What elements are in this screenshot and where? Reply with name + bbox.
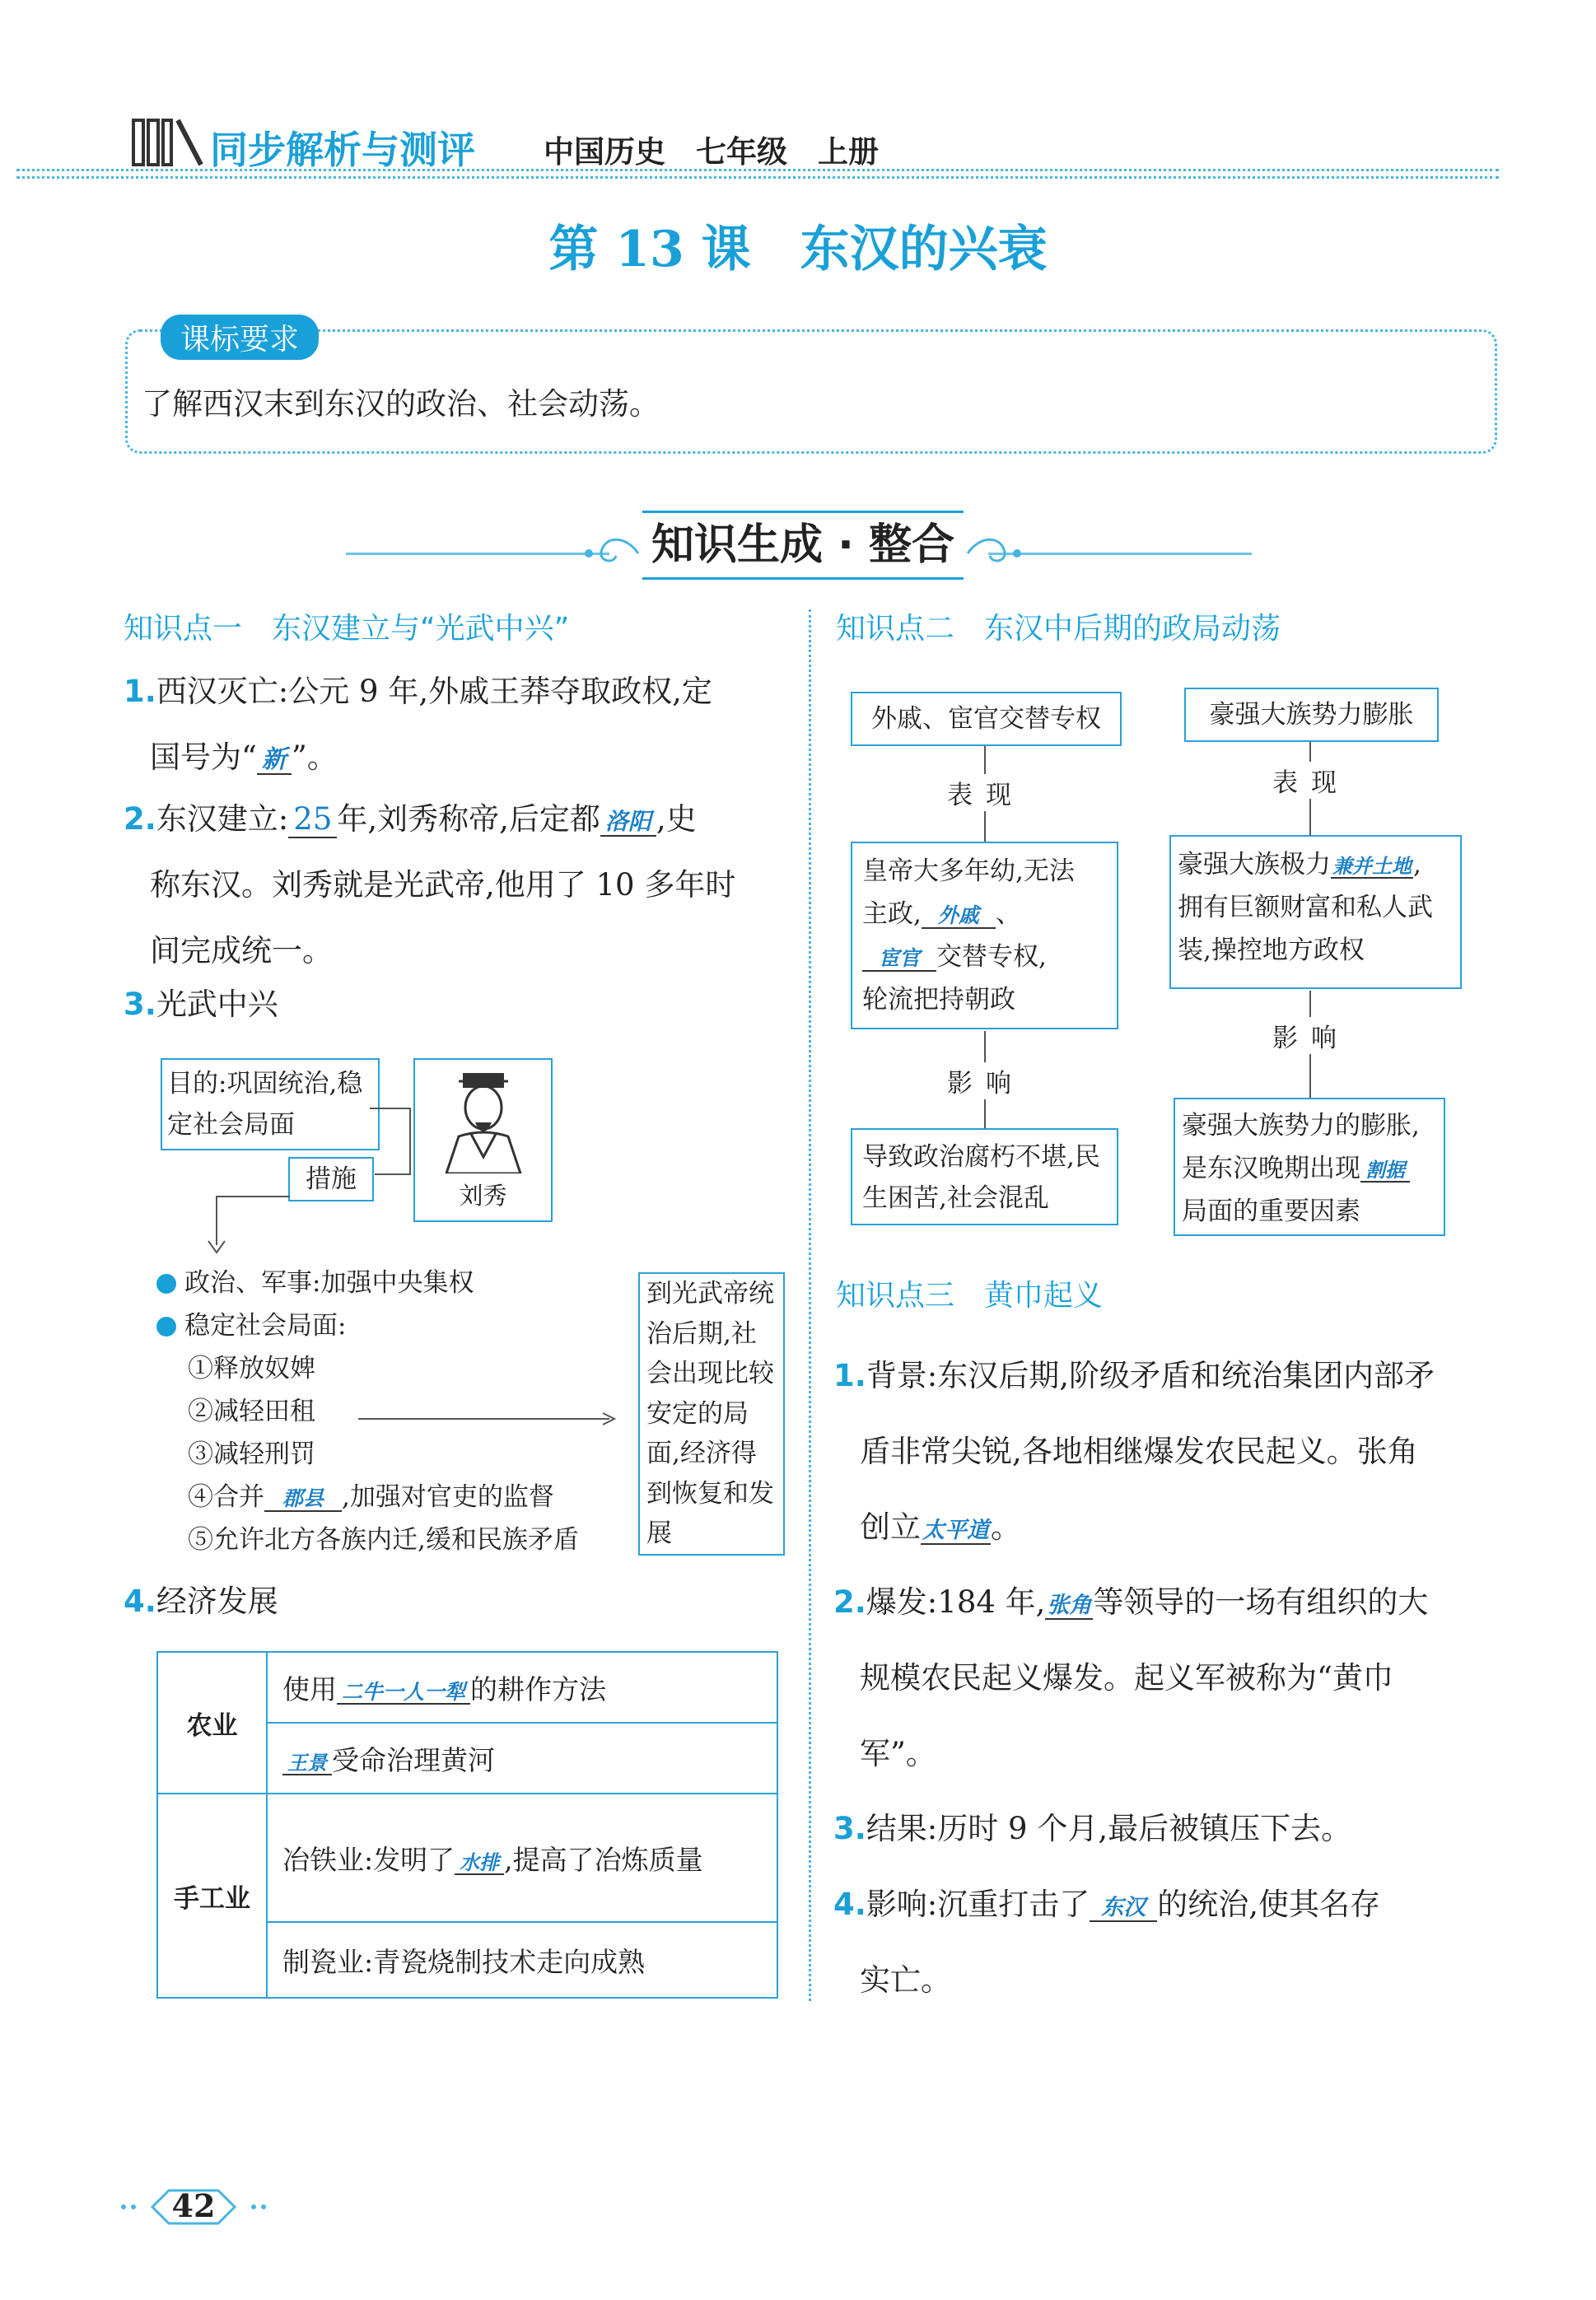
measure-item: ①释放奴婢 <box>188 1354 315 1383</box>
politics-text: 政治、军事:加强中央集权 <box>184 1268 474 1298</box>
header-dotted-rule <box>16 169 1499 171</box>
banner-line-left <box>346 553 609 555</box>
measure-item: ③减轻刑罚 <box>188 1439 315 1469</box>
kp3-item1 <box>833 1338 1509 1565</box>
item-number: 3. <box>833 1811 866 1846</box>
page-number: 42 <box>171 2187 216 2224</box>
item-text: 影响:沉重打击了 <box>866 1887 1090 1922</box>
answer-fill: 太平道 <box>922 1518 989 1543</box>
kp2-left-result: 导致政治腐朽不堪,民生困苦,社会混乱 <box>851 1128 1118 1225</box>
econ-text: 受命治理黄河 <box>332 1743 495 1776</box>
answer-fill: 水排 <box>455 1852 504 1875</box>
connector <box>370 1108 411 1109</box>
answer-fill: 外戚 <box>922 904 996 929</box>
item-number: 1. <box>124 674 156 709</box>
kp1-item1 <box>124 659 799 791</box>
scroll-ornament-right-icon <box>964 527 1029 576</box>
measure-item: ,加强对官吏的监督 <box>342 1482 554 1512</box>
stabilize-text: 稳定社会局面: <box>184 1311 347 1341</box>
item-text: 创立 <box>860 1509 921 1545</box>
kp2-right-title: 豪强大族势力膨胀 <box>1184 688 1439 742</box>
box-text: 豪强大族极力 <box>1178 850 1331 879</box>
kp2-right-label1: 表现 <box>1272 762 1350 799</box>
kp2-right-result <box>1174 1098 1445 1236</box>
kp2-left-title: 外戚、宦官交替专权 <box>851 692 1122 746</box>
arrow-right-icon <box>601 1411 616 1426</box>
bullet-dot-icon <box>156 1317 176 1337</box>
item-text: 称东汉。刘秀就是光武帝,他用了 10 多年时 <box>150 867 736 903</box>
item-text: 西汉灭亡:公元 9 年,外戚王莽夺取政权,定 <box>156 674 712 709</box>
item-number: 4. <box>833 1887 866 1922</box>
econ-text: 冶铁业:发明了 <box>282 1843 455 1876</box>
item-text: 经济发展 <box>156 1584 278 1619</box>
kp3-item4 <box>833 1867 1509 2018</box>
connector <box>216 1196 217 1245</box>
answer-fill: 郡县 <box>264 1487 342 1512</box>
measures-label: 措施 <box>288 1157 374 1201</box>
item-text: 盾非常尖锐,各地相继爆发农民起义。张角 <box>860 1434 1418 1469</box>
answer-fill: 宦官 <box>862 947 936 972</box>
kp1-item2 <box>124 786 799 984</box>
economy-table <box>156 1651 778 1999</box>
kp2-left-label2: 影响 <box>947 1062 1024 1099</box>
answer-fill: 割据 <box>1360 1159 1410 1183</box>
econ-cell <box>267 1652 777 1723</box>
item-number: 2. <box>833 1584 866 1620</box>
answer-fill: 新 <box>257 746 292 775</box>
scroll-ornament-left-icon <box>576 527 642 576</box>
header <box>16 115 1499 181</box>
econ-text: ,提高了冶炼质量 <box>504 1843 703 1876</box>
portrait-label: 刘秀 <box>459 1182 507 1210</box>
box-text: 是东汉晚期出现 <box>1182 1154 1360 1183</box>
box-text: 皇帝大多年幼,无法 <box>862 856 1075 886</box>
kp2-left-label1: 表现 <box>947 774 1024 811</box>
result-box: 到光武帝统治后期,社会出现比较安定的局面,经济得到恢复和发展 <box>638 1272 785 1556</box>
measures-list <box>156 1262 634 1561</box>
kp3-item2 <box>833 1565 1509 1792</box>
item-text: 。 <box>991 1509 1021 1545</box>
box-text: 、 <box>995 899 1021 929</box>
item-text: 背景:东汉后期,阶级矛盾和统治集团内部矛 <box>866 1358 1435 1393</box>
item-text: 等领导的一场有组织的大 <box>1093 1584 1429 1620</box>
connector <box>358 1418 609 1420</box>
column-divider <box>809 609 811 2001</box>
box-text: 局面的重要因素 <box>1182 1197 1360 1226</box>
measure-item: ⑤允许北方各族内迁,缓和民族矛盾 <box>188 1525 579 1555</box>
kp1-item4 <box>124 1569 278 1635</box>
curriculum-text: 了解西汉末到东汉的政治、社会动荡。 <box>142 386 660 422</box>
measure-item: ②减轻田租 <box>188 1397 315 1426</box>
item-text: 间完成统一。 <box>150 933 333 968</box>
box-text: 交替专权, <box>936 942 1047 972</box>
connector <box>409 1108 411 1173</box>
kp3-item3 <box>833 1791 1509 1867</box>
kp2-heading: 知识点二 东汉中后期的政局动荡 <box>836 612 1281 646</box>
kp1-item3 <box>124 972 278 1038</box>
series-title: 同步解析与测评 <box>210 128 475 172</box>
kp1-heading: 知识点一 东汉建立与“光武中兴” <box>124 612 570 646</box>
kp2-left-box <box>851 842 1118 1029</box>
box-text: 豪强大族势力的膨胀, <box>1182 1111 1420 1141</box>
arrow-down-icon <box>207 1239 226 1254</box>
econ-cell <box>267 1723 777 1794</box>
item-number: 3. <box>124 987 156 1022</box>
item-text: 的统治,使其名存 <box>1157 1887 1381 1922</box>
item-text: 爆发:184 年, <box>866 1584 1046 1620</box>
box-text: 主政, <box>862 899 922 929</box>
lesson-title: 第 13 课 东汉的兴衰 <box>548 221 1048 278</box>
measure-item: ④合并 <box>188 1482 264 1512</box>
answer-fill: 洛阳 <box>600 809 656 837</box>
connector <box>216 1196 290 1197</box>
item-number: 4. <box>124 1584 156 1619</box>
box-text: 轮流把持朝政 <box>862 985 1015 1015</box>
box-text: 拥有巨额财富和私人武装,操控地方政权 <box>1178 893 1433 965</box>
bullet-dot-icon <box>156 1274 176 1294</box>
item-text: 光武中兴 <box>156 987 278 1022</box>
item-text: 军”。 <box>860 1736 936 1771</box>
section-banner: 知识生成 · 整合 <box>642 511 964 580</box>
item-text: 年,刘秀称帝,后定都 <box>337 801 600 837</box>
item-text: 规模农民起义爆发。起义军被称为“黄巾 <box>860 1660 1393 1696</box>
agri-label: 农业 <box>157 1652 267 1794</box>
kp2-right-box <box>1169 835 1462 989</box>
answer-fill: 25 <box>288 803 337 838</box>
subject-label: 中国历史 七年级 上册 <box>544 134 879 170</box>
item-number: 2. <box>124 801 156 837</box>
goal-box: 目的:巩固统治,稳定社会局面 <box>161 1058 380 1150</box>
item-text: ,史 <box>656 801 697 837</box>
econ-cell: 制瓷业:青瓷烧制技术走向成熟 <box>267 1922 777 1998</box>
kp2-right-label2: 影响 <box>1272 1017 1350 1054</box>
answer-fill: 王景 <box>282 1752 332 1775</box>
header-dotted-rule-2 <box>16 176 1499 179</box>
answer-fill: 二牛一人一犁 <box>337 1681 470 1705</box>
connector <box>375 1173 411 1175</box>
book-logo-icon <box>132 117 206 168</box>
kp3-heading: 知识点三 黄巾起义 <box>836 1279 1104 1313</box>
item-text: 结果:历时 9 个月,最后被镇压下去。 <box>866 1811 1352 1846</box>
econ-text: 的耕作方法 <box>470 1673 607 1705</box>
item-number: 1. <box>833 1358 866 1393</box>
item-text: 实亡。 <box>860 1962 951 1998</box>
item-text: 国号为“ <box>150 739 257 775</box>
box-text: , <box>1413 850 1421 879</box>
item-text: 东汉建立: <box>156 801 289 837</box>
craft-label: 手工业 <box>157 1794 267 1998</box>
answer-fill: 东汉 <box>1090 1896 1157 1922</box>
item-text: ”。 <box>291 739 338 775</box>
liu-xiu-portrait-icon <box>438 1066 529 1173</box>
curriculum-badge: 课标要求 <box>161 315 319 360</box>
answer-fill: 张角 <box>1047 1593 1092 1618</box>
econ-cell <box>267 1794 777 1922</box>
answer-fill: 兼并土地 <box>1332 855 1412 878</box>
portrait-frame <box>413 1058 553 1222</box>
econ-text: 使用 <box>282 1673 337 1705</box>
